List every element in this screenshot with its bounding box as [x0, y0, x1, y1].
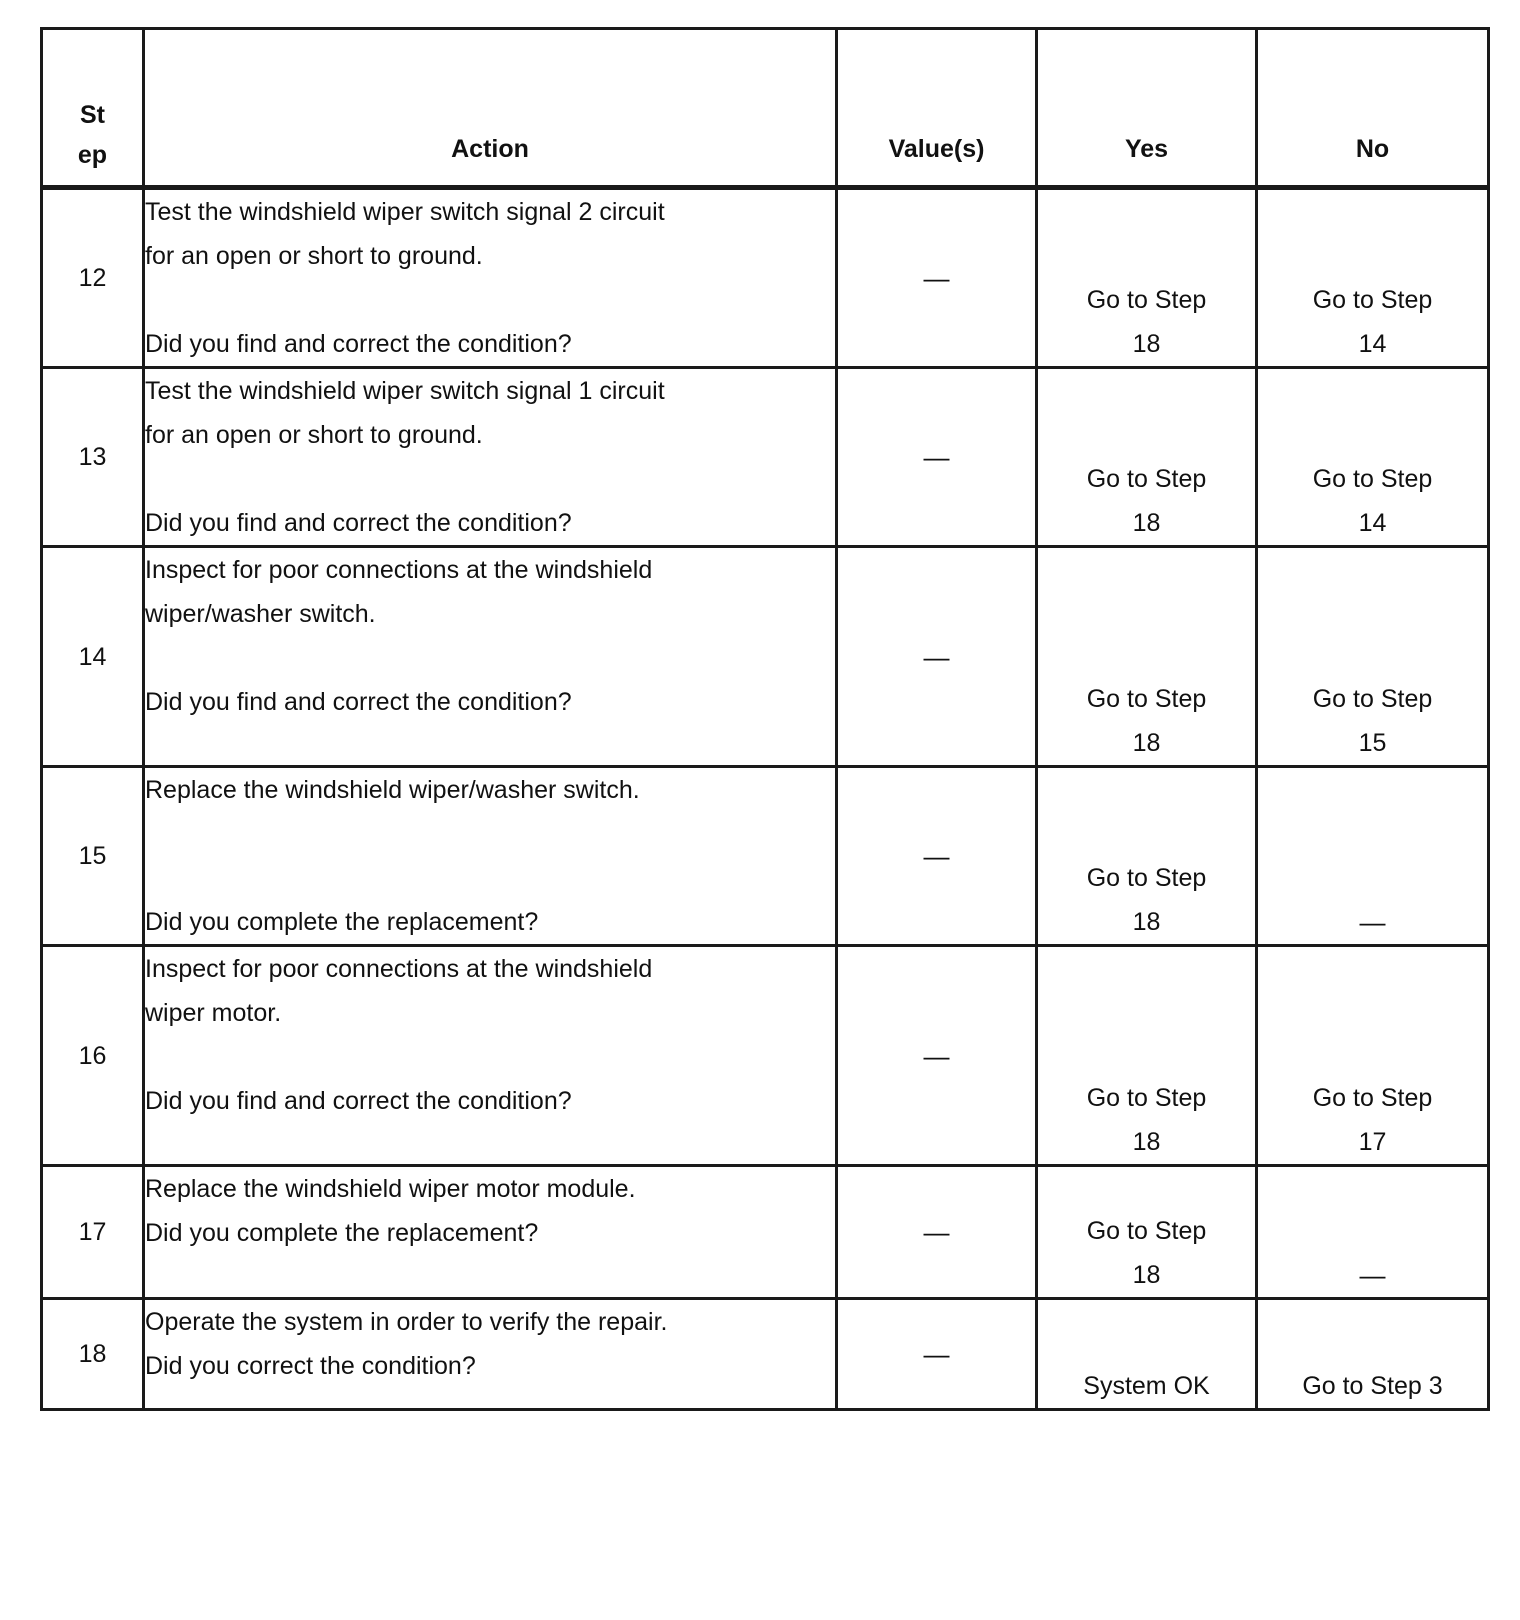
action-text: wiper motor. [145, 999, 282, 1027]
step-number: 15 [42, 767, 144, 946]
value-cell: — [837, 946, 1037, 1166]
no-step-number: 17 [1358, 1128, 1387, 1156]
yes-text: Go to Step [1086, 1217, 1207, 1245]
no-cell [1257, 946, 1489, 1166]
diagnostic-table [40, 27, 1490, 1411]
no-cell [1257, 1299, 1489, 1410]
yes-step-number: 18 [1132, 1128, 1161, 1156]
action-cell [144, 547, 837, 767]
yes-text: Go to Step [1086, 465, 1207, 493]
yes-text: Go to Step [1086, 685, 1207, 713]
action-cell [144, 1299, 837, 1410]
table-row [42, 1166, 1489, 1299]
action-question: Did you correct the condition? [145, 1352, 476, 1380]
action-text: wiper/washer switch. [145, 600, 376, 628]
table-row [42, 368, 1489, 547]
table-row [42, 1299, 1489, 1410]
action-text: Replace the windshield wiper/washer switch. [145, 776, 640, 804]
no-cell [1257, 547, 1489, 767]
action-text: Inspect for poor connections at the windshield [145, 955, 653, 983]
header-step-line2: ep [77, 141, 108, 169]
yes-text: System OK [1083, 1372, 1210, 1400]
yes-step-number: 18 [1132, 330, 1161, 358]
no-step-number: 14 [1358, 330, 1387, 358]
value-cell: — [837, 767, 1037, 946]
step-number: 12 [42, 188, 144, 368]
yes-step-number: 18 [1132, 908, 1161, 936]
no-cell [1257, 767, 1489, 946]
yes-text: Go to Step [1086, 1084, 1207, 1112]
yes-text: Go to Step [1086, 286, 1207, 314]
value-cell: — [837, 368, 1037, 547]
action-cell [144, 767, 837, 946]
action-question: Did you find and correct the condition? [145, 1087, 572, 1115]
action-text: Test the windshield wiper switch signal 2 circuit [145, 198, 665, 226]
action-cell [144, 188, 837, 368]
no-text: — [1359, 1260, 1386, 1290]
no-step-number: 15 [1358, 729, 1387, 757]
no-cell [1257, 188, 1489, 368]
step-number: 14 [42, 547, 144, 767]
action-text: Replace the windshield wiper motor module. [145, 1175, 636, 1203]
action-cell [144, 368, 837, 547]
table-row [42, 188, 1489, 368]
table-row [42, 547, 1489, 767]
action-question: Did you find and correct the condition? [145, 509, 572, 537]
yes-cell [1037, 767, 1257, 946]
table-header [42, 29, 1489, 188]
step-number: 16 [42, 946, 144, 1166]
header-step [42, 29, 144, 188]
action-cell [144, 1166, 837, 1299]
value-cell: — [837, 1166, 1037, 1299]
no-text: Go to Step [1312, 1084, 1433, 1112]
header-step-line1: St [80, 101, 105, 129]
yes-cell [1037, 1299, 1257, 1410]
action-text: for an open or short to ground. [145, 421, 483, 449]
yes-step-number: 18 [1132, 509, 1161, 537]
yes-cell [1037, 946, 1257, 1166]
yes-cell [1037, 188, 1257, 368]
action-question: Did you find and correct the condition? [145, 688, 572, 716]
no-text: — [1359, 907, 1386, 937]
value-cell: — [837, 1299, 1037, 1410]
table-row [42, 767, 1489, 946]
action-text: for an open or short to ground. [145, 242, 483, 270]
value-cell: — [837, 547, 1037, 767]
no-cell [1257, 368, 1489, 547]
action-text: Inspect for poor connections at the windshield [145, 556, 653, 584]
step-number: 17 [42, 1166, 144, 1299]
value-cell: — [837, 188, 1037, 368]
step-number: 13 [42, 368, 144, 547]
header-no: No [1257, 29, 1489, 188]
no-text: Go to Step 3 [1302, 1372, 1443, 1400]
table-body [42, 188, 1489, 1410]
yes-step-number: 18 [1132, 729, 1161, 757]
action-question: Did you complete the replacement? [145, 908, 539, 936]
no-cell [1257, 1166, 1489, 1299]
yes-cell [1037, 547, 1257, 767]
header-values: Value(s) [837, 29, 1037, 188]
action-cell [144, 946, 837, 1166]
header-yes: Yes [1037, 29, 1257, 188]
yes-text: Go to Step [1086, 864, 1207, 892]
no-text: Go to Step [1312, 286, 1433, 314]
yes-cell [1037, 1166, 1257, 1299]
header-action: Action [144, 29, 837, 188]
no-text: Go to Step [1312, 465, 1433, 493]
yes-cell [1037, 368, 1257, 547]
step-number: 18 [42, 1299, 144, 1410]
action-question: Did you complete the replacement? [145, 1219, 539, 1247]
no-text: Go to Step [1312, 685, 1433, 713]
no-step-number: 14 [1358, 509, 1387, 537]
table-row [42, 946, 1489, 1166]
action-text: Test the windshield wiper switch signal 1 circuit [145, 377, 665, 405]
action-text: Operate the system in order to verify the repair. [145, 1308, 668, 1336]
header-row [42, 29, 1489, 188]
action-question: Did you find and correct the condition? [145, 330, 572, 358]
yes-step-number: 18 [1132, 1261, 1161, 1289]
